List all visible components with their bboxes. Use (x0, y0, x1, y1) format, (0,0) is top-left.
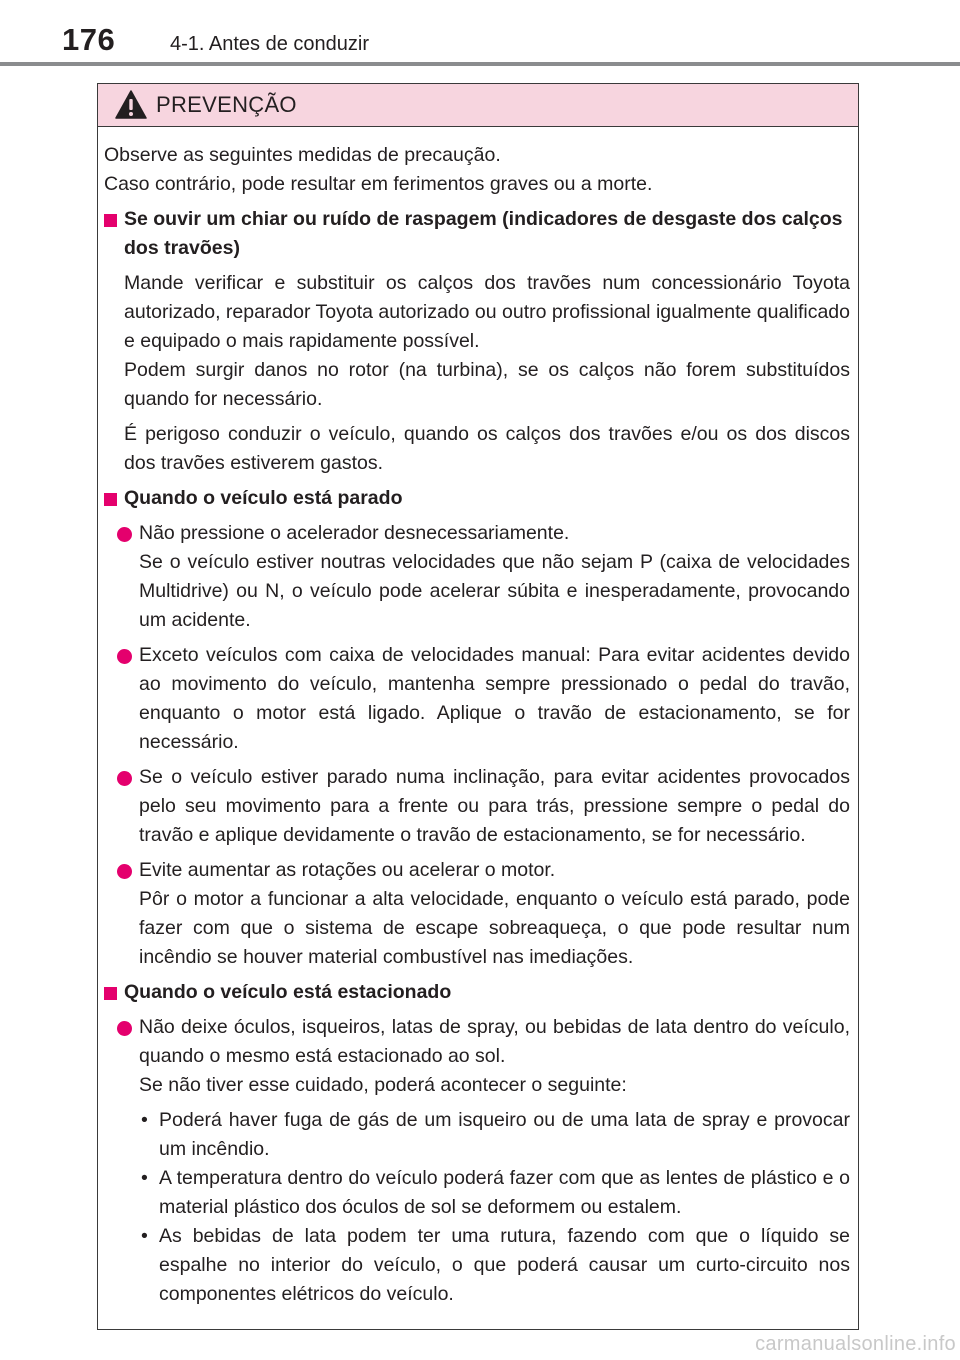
list-item-text: Não deixe óculos, isqueiros, latas de spray, ou bebidas de lata dentro do veículo, quando o mesmo está estacionado ao sol. (139, 1016, 850, 1067)
list-item-text: Se o veículo estiver noutras velocidades que não sejam P (caixa de velocidades Multidrive) ou N, o veículo pode acelerar súbita e inesperadamente, provocando um acidente. (139, 551, 850, 631)
sub-list-item (139, 1222, 850, 1309)
circle-bullet-icon (117, 771, 132, 786)
warning-header (98, 84, 858, 127)
list-item (104, 856, 850, 972)
list-item-text: Não pressione o acelerador desnecessariamente. (139, 522, 570, 544)
intro-line: Observe as seguintes medidas de precaução. (104, 144, 501, 166)
circle-bullet-icon (117, 649, 132, 664)
warning-triangle-icon (115, 90, 147, 119)
sub-list-item-text: Poderá haver fuga de gás de um isqueiro ou de uma lata de spray e provocar um incêndio. (159, 1109, 850, 1160)
circle-bullet-icon (117, 1021, 132, 1036)
section-heading-text: Se ouvir um chiar ou ruído de raspagem (indicadores de desgaste dos calços dos travões) (124, 208, 843, 259)
section-heading-text: Quando o veículo está parado (124, 487, 403, 509)
list-item-text: Exceto veículos com caixa de velocidades manual: Para evitar acidentes devido ao movimento do veículo, mantenha sempre pressionado o pedal do travão, enquanto o motor está ligado. Aplique o travão de estacionamento, se for necessário. (139, 644, 850, 753)
sub-list (104, 1106, 850, 1309)
section-heading-parked (104, 978, 850, 1007)
sub-list-item (139, 1164, 850, 1222)
intro-line: Caso contrário, pode resultar em ferimentos graves ou a morte. (104, 173, 653, 195)
section-heading-stopped (104, 484, 850, 513)
paragraph: Mande verificar e substituir os calços dos travões num concessionário Toyota autorizado, reparador Toyota autorizado ou outro profissional igualmente qualificado e equipado o mais rapidamente possível. (124, 272, 850, 352)
warning-body (98, 127, 858, 1309)
list-item (104, 763, 850, 850)
square-bullet-icon (104, 987, 117, 1000)
paragraph: É perigoso conduzir o veículo, quando os calços dos travões e/ou os dos discos dos travões estiverem gastos. (124, 423, 850, 474)
middle-dot-icon: • (141, 1225, 148, 1247)
section-title: 4-1. Antes de conduzir (170, 33, 370, 55)
circle-bullet-icon (117, 864, 132, 879)
sub-list-item (139, 1106, 850, 1164)
paragraph: Podem surgir danos no rotor (na turbina), se os calços não forem substituídos quando for necessário. (124, 359, 850, 410)
warning-title: PREVENÇÃO (156, 92, 297, 117)
warning-box (97, 83, 859, 1330)
middle-dot-icon: • (141, 1109, 148, 1131)
page-number: 176 (62, 22, 116, 57)
middle-dot-icon: • (141, 1167, 148, 1189)
section-heading-brake-pads (104, 205, 850, 263)
square-bullet-icon (104, 493, 117, 506)
list-item-text: Pôr o motor a funcionar a alta velocidade, enquanto o veículo está parado, pode fazer com que o sistema de escape sobreaqueça, o que pode resultar num incêndio se houver material combustível nas imediações. (139, 888, 850, 968)
list-item-text: Se não tiver esse cuidado, poderá acontecer o seguinte: (139, 1074, 627, 1096)
page-header (0, 0, 960, 70)
watermark: carmanualsonline.info (755, 1333, 956, 1355)
sub-list-item-text: As bebidas de lata podem ter uma rutura, fazendo com que o líquido se espalhe no interior do veículo, o que poderá causar um curto-circuito nos componentes elétricos do veículo. (159, 1225, 850, 1305)
header-divider (0, 62, 960, 66)
section-paragraphs (104, 269, 850, 478)
intro (104, 141, 850, 199)
section-heading-text: Quando o veículo está estacionado (124, 981, 452, 1003)
sub-list-item-text: A temperatura dentro do veículo poderá fazer com que as lentes de plástico e o material plástico dos óculos de sol se deformem ou estalem. (159, 1167, 850, 1218)
circle-bullet-icon (117, 527, 132, 542)
list-item (104, 641, 850, 757)
list-item (104, 519, 850, 635)
square-bullet-icon (104, 214, 117, 227)
list-item (104, 1013, 850, 1100)
list-item-text: Evite aumentar as rotações ou acelerar o motor. (139, 859, 556, 881)
list-item-text: Se o veículo estiver parado numa inclinação, para evitar acidentes provocados pelo seu movimento para a frente ou para trás, pressione sempre o pedal do travão e aplique devidamente o travão de estacionamento, se for necessário. (139, 766, 850, 846)
